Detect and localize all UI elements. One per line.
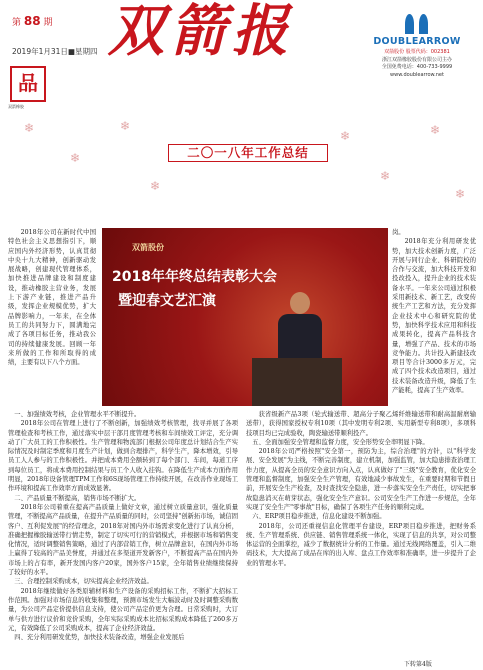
paragraph: 2018年继续做好各类原辅材料和生产设备的采购招标工作，不断扩大招标工作范围。加强对市场信息的收集和整理，预测市场发生大幅波动时及时调整采购数量，为公司产品定价提供信息支持，使公司产品定价更为合理。日常采购时，大订单与供方进行议价和竞价采购，全年实际采购成本比招标采购成本降低了260多万元，有效降低了公司采购成本，提高了企业经济效益。	[8, 587, 238, 632]
photo-banner-line2: 暨迎春文艺汇演	[118, 293, 216, 309]
snowflake-icon: ❄	[340, 129, 351, 143]
snowflake-icon: ❄	[380, 169, 391, 183]
paragraph: 2018年公司在新时代中国特色社会主义思想指引下，顺应国内外经济形势，认真贯彻中央十九大精神，创新驱动发展战略，创建现代管理体系，加快推进品牌建设和制度建设，推动橡胶主营业务，发展上下游产业链，推进产品升级，发挥企业规模优势，扩大品牌影响力，一年来，在全体员工的共同努力下，圆满地完成了各项目标任务，推动我公司的持续健康发展。回顾一年来所做的工作和所取得的成绩，主要有以下八个方面。	[8, 229, 96, 367]
issue-number: 第 88 期	[12, 14, 53, 28]
paragraph: 2018年公司在管理上进行了不断创新，加强绩效考核管理，找寻并展了各项管理检查和考核工作，通过落实中层干部月度管理考核和车间绩效工评定，充分调动了广大员工的工作积极性。生产管理和物流部门根据公司年度总计划结合生产实际情况及时制定季度和月度生产计划，做到合理排产，科学生产，降本增效，引导员工人人参与的工作积极性。并把成本费用全额转到了每个部门、车间，每道工序到每位员工，将成本费用控制结果与员工个人收入挂钩。在降低生产成本方面作用明显，2018年设备管理TPM工作和6S现场管理工作持续开展，在改善作业现场工作环境和提高工作效率方面成效显著。	[8, 420, 238, 493]
seal-caption: 双箭橡胶	[8, 104, 24, 109]
section-heading: 四、充分利用研发优势，加快技术装备改造，增强企业发展后	[14, 634, 185, 642]
section-heading: 五、全面加强安全管理和监督力度，安全形势安全率明显下降。	[252, 438, 429, 446]
snowflake-icon: ❄	[150, 179, 161, 193]
photo-banner-line1: 2018年年终总结表彰大会	[112, 269, 277, 285]
headline-banner	[0, 110, 483, 215]
podium	[252, 358, 342, 406]
section-heading: 二、产品质量不断提高，销售市场不断扩大。	[14, 494, 141, 502]
section-heading: 一、加强绩效考核，企业管理水平不断提升。	[14, 411, 141, 418]
paragraph: 岗。	[392, 229, 405, 236]
paragraph: 2018年，公司还重视信息化管理平台建设，ERP项目稳步推进，把财务系统、生产管理系统、供应链、销售管理系统一体化，实现了信息的共享，对公司整体运营的全面掌控，减少了数据统计分析的工作量。通过无线网络覆盖，引入二维码技术，大大提高了成品在库的出入库、盘点工作效率和准确率，进一步提升了企业的管理水平。	[246, 522, 476, 567]
photo-org-name: 双箭股份	[132, 243, 164, 252]
brand-block	[361, 14, 473, 79]
snowflake-icon: ❄	[24, 121, 35, 135]
headline-box	[168, 144, 328, 162]
brand-info	[361, 49, 473, 79]
brand-name: DOUBLEARROW	[373, 36, 461, 47]
snowflake-icon: ❄	[70, 151, 81, 165]
section-heading: 三、合理控制采购成本，切实提高企业经济效益。	[14, 578, 153, 586]
snowflake-icon: ❄	[430, 123, 441, 137]
article-body-right	[246, 410, 476, 660]
company-line: 浙江双箭橡胶股份有限公司主办	[381, 56, 452, 63]
paragraph: 2018年充分利用研发优势，加大技术创新力度，广泛开展与同行企业、科研院校的合作与交流，加大科技开发和投改投入，提升企业的技术装备水平。一年来公司通过积极采用新技术、新工艺，改变传统生产工艺和方法，充分发挥企业技术中心和研究院的优势，加快科学技术应用和科技成果转化，提高产品科技含量，增强了产品、技术的市场竞争能力。共计投入新建技改项目等合计3000多万元，完成了四个技术改造项目，通过技术装备改造升级，降低了生产能耗，提高了生产效率。	[392, 238, 476, 395]
article-right-column	[392, 228, 476, 406]
doublearrow-logo-icon	[397, 14, 437, 34]
stock-code: 双箭股份 股票代码：002381	[384, 49, 450, 55]
masthead	[0, 0, 483, 110]
paragraph: 2018年公司严格按照"安全第一，预防为主，综合治理"的方针，以"科学发展、安全发展"为主线，不断完善制度，建立机制，加强监管，加大隐患排查治理工作力度，从提高全员的安全意识方向入点，认真做好了"三级"安全教育，优化安全管理和监督制度，加强安全生产管理，有效地减少事故发生，在重要时期和节假日前，开展安全生产检查，及时查找安全隐患，进一步落实安全生产责任，切实把事故隐患消灭在萌芽状态，强化安全生产意识。公司安全生产工作进一步规范，全年实现了安全生产"零事故"目标，确保了各项生产任务的顺利完成。	[246, 448, 476, 511]
article-left-column	[8, 228, 96, 406]
paragraph: 2018年公司着重在提高产品质量上做好文章，通过树立质量意识，强化质量管理，不断提高产品质量，在提升产品质量的同时，公司坚持"创新拓市场，诚信固客户、互利促发展"的经营理念，2018年对国内外市场需求变化进行了认真分析，准确把握橡胶输送带行情走势，制定了切实可行的营销模式，并根据市场和销售变化情况，适时调整销售策略，通过了内部营销工作，树立品牌意识，在国内外市场上赢得了较高的产品美誉度，并通过在多渠道开发新客户，不断提高产品在国内外市场上的占有率，新开发国内客户20家，国外客户15家，全年销售业绩继续保持了较好的水平。	[8, 503, 238, 577]
snowflake-icon: ❄	[455, 187, 466, 201]
seal-stamp-icon: 品	[10, 66, 46, 102]
event-photo	[102, 228, 388, 406]
continued-note: 下转第4版	[404, 661, 432, 668]
website: www.doublearrow.net	[390, 71, 444, 78]
paragraph: 获省级新产品3项（轮式输送带、超高分子聚乙烯纤维输送带和耐高温耐磨输送带），获得国家授权专利10项（其中发明专利2项、实用新型专利8项），多项科技项目均已完成验收，陶瓷输送带顺利投产。	[246, 411, 476, 437]
section-heading: 六、ERP项目稳步推进，信息化建设不断加强。	[252, 513, 386, 521]
issue-date: 2019年1月31日■星期四	[12, 47, 98, 56]
headline: 二〇一八年工作总结	[187, 145, 309, 160]
paper-title: 双箭报	[108, 0, 294, 64]
article-body-left	[8, 410, 238, 660]
snowflake-icon: ❄	[120, 119, 131, 133]
hotline: 全国免费电话：400-733-9999	[381, 64, 453, 70]
